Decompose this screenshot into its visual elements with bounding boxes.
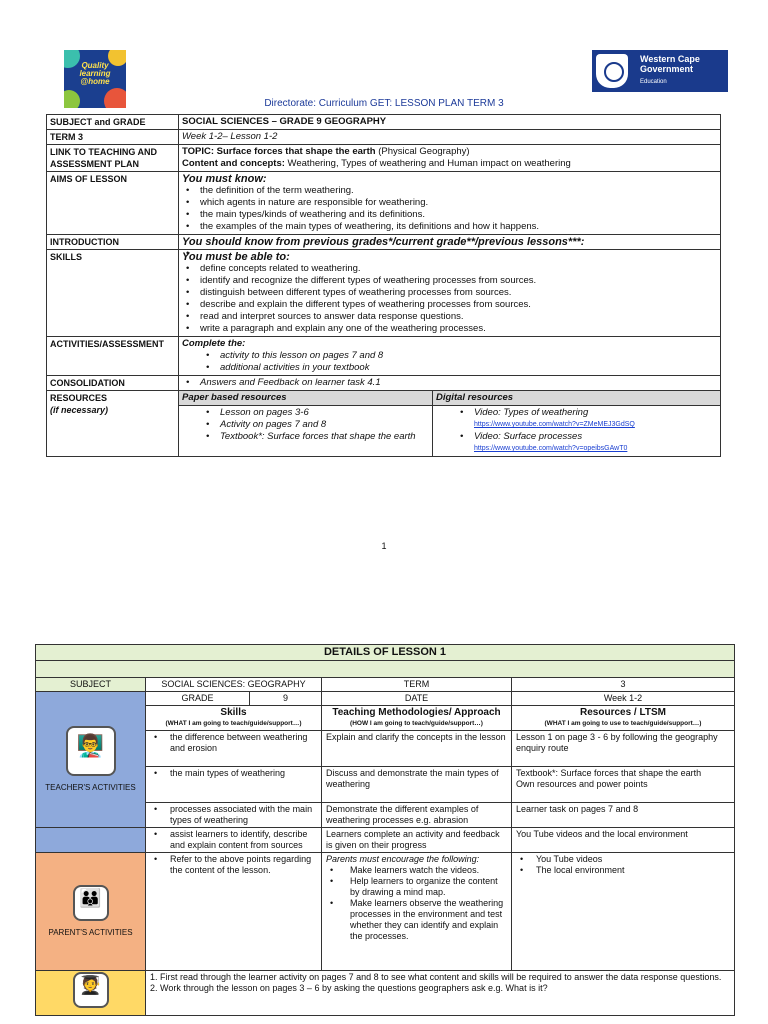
table-row <box>36 828 735 853</box>
skills-column-title: Skills <box>220 707 247 718</box>
teacher-skill: • assist learners to identify, describe and explain content from sources <box>150 829 317 851</box>
aims-cell <box>179 172 721 235</box>
teacher-classroom-icon: 👨‍🏫 <box>66 726 116 776</box>
details-spacer <box>36 661 735 678</box>
learner-instructions <box>146 971 735 1016</box>
teacher-resource: You Tube videos and the local environment <box>512 828 735 853</box>
teacher-skill: • the main types of weathering <box>150 768 317 779</box>
teacher-activities-side <box>36 692 146 828</box>
resources-column-title: Resources / LTSM <box>580 707 666 718</box>
topic-tail: (Physical Geography) <box>375 146 470 157</box>
parent-method-item: • Help learners to organize the content by drawing a mind map. <box>326 876 507 898</box>
page-number: 1 <box>381 541 387 551</box>
video-link-weathering[interactable]: https://www.youtube.com/watch?v=ZMeMEJ3GdSQ <box>474 421 635 428</box>
method-column-title: Teaching Methodologies/ Approach <box>332 707 501 718</box>
digital-resources-heading: Digital resources <box>433 391 721 406</box>
consolidation-cell <box>179 376 721 391</box>
western-cape-logo <box>592 50 728 92</box>
activities-label: ACTIVITIES/ASSESSMENT <box>47 337 179 376</box>
topic-lead: TOPIC: Surface forces that shape the earth <box>182 146 376 157</box>
parent-child-icon: 👪 <box>73 885 109 921</box>
learner-step-2: 2. Work through the lesson on pages 3 – 6 by asking the questions geographers ask e.g. What is it? <box>150 983 548 993</box>
skills-column-sub: (WHAT I am going to teach/guide/support…) <box>165 720 302 727</box>
subject-value: SOCIAL SCIENCES – GRADE 9 GEOGRAPHY <box>179 115 721 130</box>
digital-resource-item: • Video: Surface processes <box>436 431 717 443</box>
skills-heading: You must be able to: <box>182 251 290 263</box>
resources-column-header <box>512 706 735 731</box>
learner-icon: 🧑‍🎓 <box>73 972 109 1008</box>
teacher-skill: • the difference between weathering and erosion <box>150 732 317 754</box>
method-column-header <box>322 706 512 731</box>
parent-method-heading: Parents must encourage the following: <box>326 854 480 864</box>
resources-note: (if necessary) <box>50 405 109 415</box>
aim-item: • the definition of the term weathering. <box>182 185 717 197</box>
intro-label: INTRODUCTION <box>47 235 179 250</box>
paper-resources-heading: Paper based resources <box>179 391 433 406</box>
directorate-title: Directorate: Curriculum GET: LESSON PLAN TERM 3 <box>264 98 504 109</box>
teacher-method: Discuss and demonstrate the main types of weathering <box>322 767 512 803</box>
paper-resources-cell <box>179 406 433 457</box>
skill-item: • describe and explain the different types of weathering processes from sources. <box>182 299 717 311</box>
activity-item: • activity to this lesson on pages 7 and 8 <box>182 350 717 362</box>
teacher-resource-extra: Own resources and power points <box>516 779 648 789</box>
resources-column-sub: (WHAT I am going to use to teach/guide/support…) <box>544 720 702 727</box>
details-title: DETAILS OF LESSON 1 <box>36 645 735 661</box>
video-link-surface-processes[interactable]: https://www.youtube.com/watch?v=opeibsGAwT0 <box>474 445 628 452</box>
logo-text: Quality learning @home <box>79 61 111 86</box>
details-date-label: DATE <box>322 692 512 706</box>
learner-row <box>36 971 735 1016</box>
teacher-resource-cell <box>512 767 735 803</box>
parent-resources-cell <box>512 853 735 971</box>
skill-item: • distinguish between different types of weathering processes from sources. <box>182 287 717 299</box>
digital-resource-item: • Video: Types of weathering <box>436 407 717 419</box>
teacher-method: Demonstrate the different examples of weathering processes e.g. abrasion <box>322 803 512 828</box>
skill-item: • read and interpret sources to answer data response questions. <box>182 311 717 323</box>
parent-method-cell <box>322 853 512 971</box>
details-subject-value: SOCIAL SCIENCES: GEOGRAPHY <box>146 678 322 692</box>
teacher-activities-label: TEACHER'S ACTIVITIES <box>45 783 136 792</box>
learner-step-1: 1. First read through the learner activity on pages 7 and 8 to see what content and skills will be required to answer the data response questions. <box>150 972 722 982</box>
skill-item: • write a paragraph and explain any one of the weathering processes. <box>182 323 717 335</box>
skills-column-header <box>146 706 322 731</box>
teacher-resource: Textbook*: Surface forces that shape the earth <box>516 768 702 778</box>
crest-icon <box>596 54 628 88</box>
skills-cell <box>179 250 721 337</box>
link-label: LINK TO TEACHING AND ASSESSMENT PLAN <box>47 145 179 172</box>
details-date-value: Week 1-2 <box>512 692 735 706</box>
parent-method-item: • Make learners watch the videos. <box>326 865 507 876</box>
details-term-label: TERM <box>322 678 512 692</box>
activities-cell <box>179 337 721 376</box>
teacher-method: Learners complete an activity and feedback is given on their progress <box>322 828 512 853</box>
teacher-skill: • processes associated with the main types of weathering <box>150 804 317 826</box>
parent-method-item: • Make learners observe the weathering processes in the environment and test whether they can identify and explain the processes. <box>326 898 507 942</box>
skills-label: SKILLS <box>47 250 179 337</box>
parent-activities-label: PARENT'S ACTIVITIES <box>48 928 133 937</box>
resources-label: RESOURCES <box>50 393 108 403</box>
learner-activities-side <box>36 971 146 1016</box>
lesson-details-table <box>35 644 735 1016</box>
activities-heading: Complete the: <box>182 338 246 349</box>
method-column-sub: (HOW I am going to teach/guide/support…) <box>350 720 483 727</box>
aims-label: AIMS OF LESSON <box>47 172 179 235</box>
aim-item: • the examples of the main types of weathering, its definitions and how it happens. <box>182 221 717 233</box>
aim-item: • which agents in nature are responsible for weathering. <box>182 197 717 209</box>
aim-item: • the main types/kinds of weathering and its definitions. <box>182 209 717 221</box>
lesson-plan-table <box>46 114 721 457</box>
details-grade-value: 9 <box>250 692 322 706</box>
government-name: Western Cape Government <box>640 54 700 74</box>
parent-skill: • Refer to the above points regarding the content of the lesson. <box>150 854 317 876</box>
intro-cell <box>179 235 721 250</box>
term-value: Week 1-2– Lesson 1-2 <box>179 130 721 145</box>
paper-resource-item: • Lesson on pages 3-6 <box>182 407 429 419</box>
skill-item: • identify and recognize the different types of weathering processes from sources. <box>182 275 717 287</box>
teacher-method: Explain and clarify the concepts in the lesson <box>322 731 512 767</box>
concepts-lead: Content and concepts: <box>182 158 285 169</box>
parent-resource-item: • The local environment <box>516 865 730 876</box>
parent-resource-item: • You Tube videos <box>516 854 730 865</box>
term-label: TERM 3 <box>47 130 179 145</box>
skill-item: • define concepts related to weathering. <box>182 263 717 275</box>
department-name: Education <box>640 79 667 85</box>
intro-heading: You should know from previous grades*/current grade**/previous lessons***: <box>182 236 585 248</box>
concepts-tail: Weathering, Types of weathering and Human impact on weathering <box>284 158 571 169</box>
paper-resource-item: • Textbook*: Surface forces that shape the earth <box>182 431 429 443</box>
teacher-side-fill <box>36 828 146 853</box>
digital-resources-cell <box>433 406 721 457</box>
teacher-resource: Learner task on pages 7 and 8 <box>512 803 735 828</box>
details-term-value: 3 <box>512 678 735 692</box>
parent-row <box>36 853 735 971</box>
resources-label-cell <box>47 391 179 457</box>
paper-resource-item: • Activity on pages 7 and 8 <box>182 419 429 431</box>
topic-cell <box>179 145 721 172</box>
activity-item: • additional activities in your textbook <box>182 362 717 374</box>
consolidation-item: • Answers and Feedback on learner task 4.1 <box>182 377 717 389</box>
subject-label: SUBJECT and GRADE <box>47 115 179 130</box>
details-grade-label: GRADE <box>146 692 250 706</box>
parent-activities-side <box>36 853 146 971</box>
teacher-resource: Lesson 1 on page 3 - 6 by following the geography enquiry route <box>512 731 735 767</box>
details-subject-label: SUBJECT <box>36 678 146 692</box>
consolidation-label: CONSOLIDATION <box>47 376 179 391</box>
aims-heading: You must know: <box>182 173 267 185</box>
